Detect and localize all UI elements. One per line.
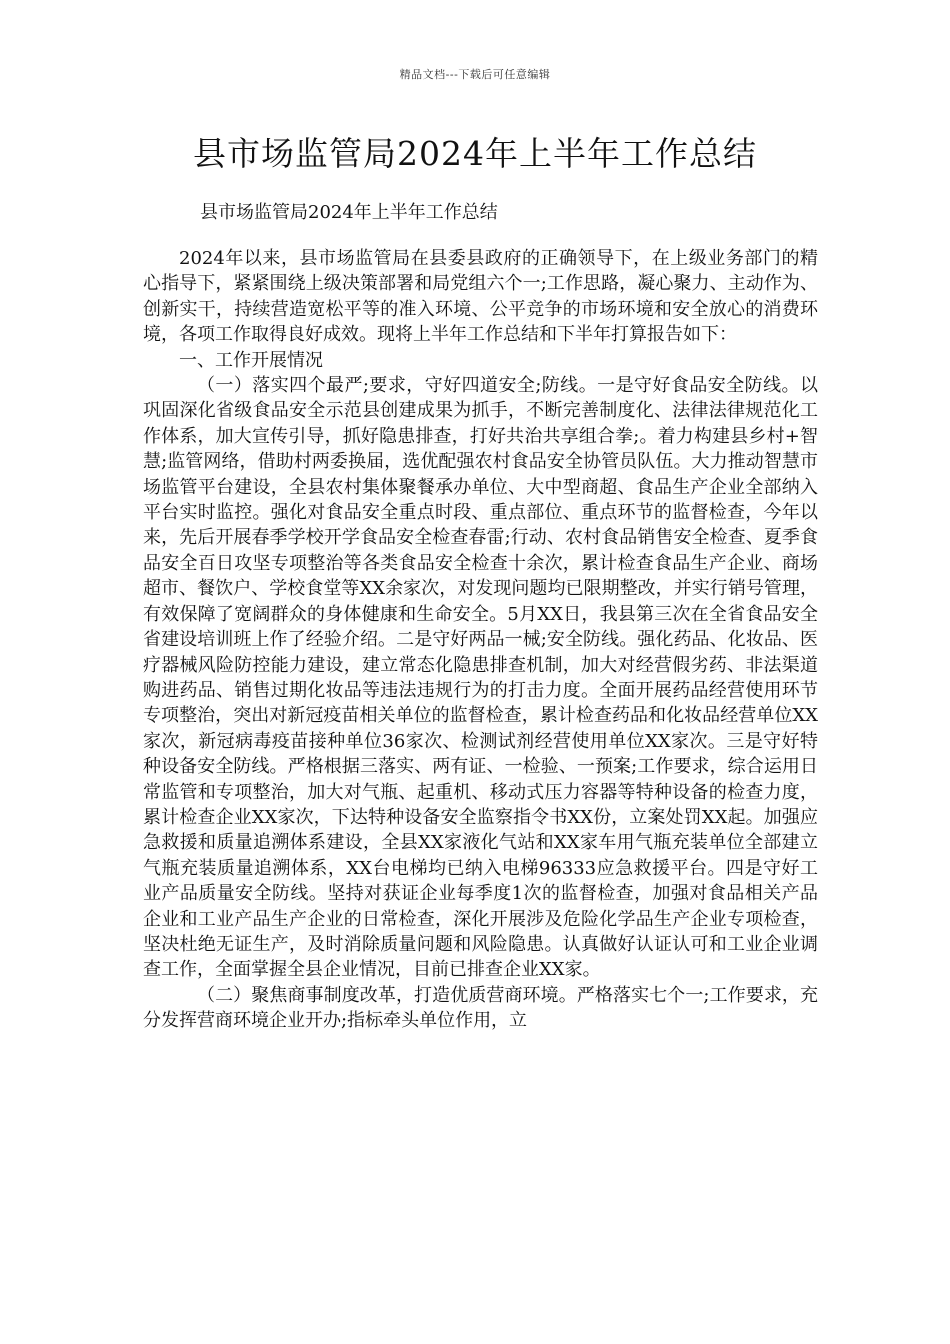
- intro-paragraph: 2024年以来，县市场监管局在县委县政府的正确领导下，在上级业务部门的精心指导下，紧紧围绕上级决策部署和局党组六个一;工作思路，凝心聚力、主动作为、创新实干，持续营造宽松平等的准入环境、公平竞争的市场环境和安全放心的消费环境，各项工作取得良好成效。现将上半年工作总结和下半年打算报告如下：: [143, 248, 818, 346]
- item-paragraph-1: （一）落实四个最严;要求，守好四道安全;防线。一是守好食品安全防线。以巩固深化省级食品安全示范县创建成果为抓手，不断完善制度化、法律法律规范化工作体系，加大宣传引导，抓好隐患排查，打好共治共享组合拳;。着力构建县乡村+智慧;监管网络，借助村两委换届，选优配强农村食品安全协管员队伍。大力推动智慧市场监管平台建设，全县农村集体聚餐承办单位、大中型商超、食品生产企业全部纳入平台实时监控。强化对食品安全重点时段、重点部位、重点环节的监督检查，今年以来，先后开展春季学校开学食品安全检查春雷;行动、农村食品销售安全检查、夏季食品安全百日攻坚专项整治等各类食品安全检查十余次，累计检查食品生产企业、商场超市、餐饮户、学校食堂等XX余家次，对发现问题均已限期整改，并实行销号管理，有效保障了宽阔群众的身体健康和生命安全。5月XX日，我县第三次在全省食品安全省建设培训班上作了经验介绍。二是守好两品一械;安全防线。强化药品、化妆品、医疗器械风险防控能力建设，建立常态化隐患排查机制，加大对经营假劣药、非法渠道购进药品、销售过期化妆品等违法违规行为的打击力度。全面开展药品经营使用环节专项整治，突出对新冠疫苗相关单位的监督检查，累计检查药品和化妆品经营单位XX家次，新冠病毒疫苗接种单位36家次、检测试剂经营使用单位XX家次。三是守好特种设备安全防线。严格根据三落实、两有证、一检验、一预案;工作要求，综合运用日常监管和专项整治，加大对气瓶、起重机、移动式压力容器等特种设备的检查力度，累计检查企业XX家次，下达特种设备安全监察指令书XX份，立案处罚XX起。加强应急救援和质量追溯体系建设，全县XX家液化气站和XX家车用气瓶充装单位全部建立气瓶充装质量追溯体系，XX台电梯均已纳入电梯96333应急救援平台。四是守好工业产品质量安全防线。坚持对获证企业每季度1次的监督检查，加强对食品相关产品企业和工业产品生产企业的日常检查，深化开展涉及危险化学品生产企业专项检查，坚决杜绝无证生产，及时消除质量问题和风险隐患。认真做好认证认可和工业企业调查工作，全面掌握全县企业情况，目前已排查企业XX家。: [143, 375, 818, 981]
- document-title: 县市场监管局2024年上半年工作总结: [193, 134, 757, 173]
- item-paragraph-2: （二）聚焦商事制度改革，打造优质营商环境。严格落实七个一;工作要求，充分发挥营商环境企业开办;指标牵头单位作用，立: [143, 984, 818, 1032]
- document-subtitle: 县市场监管局2024年上半年工作总结: [200, 202, 498, 223]
- section-heading: 一、工作开展情况: [179, 349, 323, 371]
- header-note: 精品文档---下载后可任意编辑: [399, 68, 551, 81]
- document-body: [143, 246, 818, 1034]
